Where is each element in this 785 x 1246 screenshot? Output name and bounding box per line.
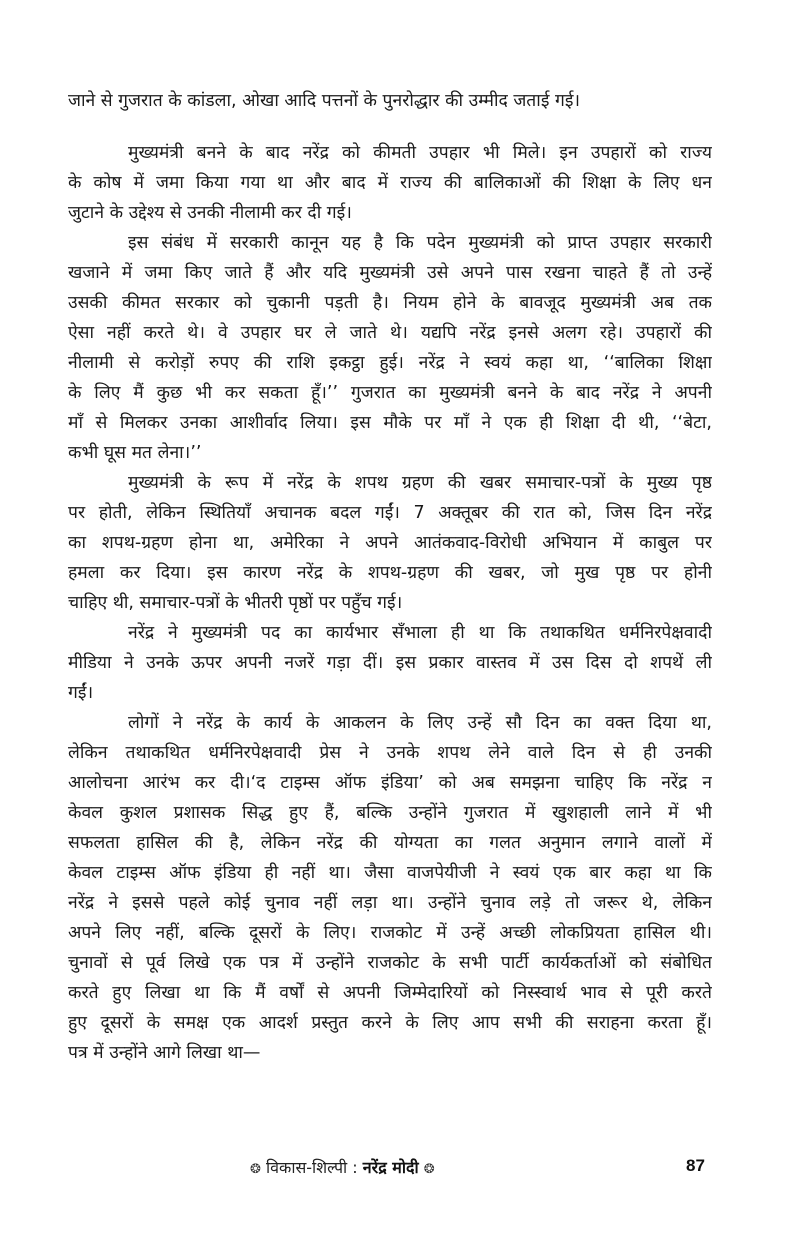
text-line: केवल टाइम्स ऑफ इंडिया ही नहीं था। जैसा वाजपेयीजी ने स्वयं एक बार कहा था कि (68, 863, 712, 883)
text-line: सफलता हासिल की है, लेकिन नरेंद्र की योग्यता का गलत अनुमान लगाने वालों में (68, 833, 712, 853)
paragraph (68, 618, 712, 708)
text-line: मीडिया ने उनके ऊपर अपनी नजरें गड़ा दीं। इस प्रकार वास्तव में उस दिस दो शपथें ली (68, 653, 712, 673)
author-name: नरेंद्र मोदी (362, 1158, 419, 1177)
paragraph (68, 708, 712, 1068)
text-line: हुए दूसरों के समक्ष एक आदर्श प्रस्तुत करने के लिए आप सभी की सराहना करता हूँ। (68, 1013, 712, 1033)
text-line: अपने लिए नहीं, बल्कि दूसरों के लिए। राजकोट में उन्हें अच्छी लोकप्रियता हासिल थी। (68, 923, 712, 943)
text-line: चाहिए थी, समाचार-पत्रों के भीतरी पृष्ठों पर पहुँच गई। (68, 593, 403, 613)
text-line: के लिए मैं कुछ भी कर सकता हूँ।’’ गुजरात का मुख्यमंत्री बनने के बाद नरेंद्र ने अपनी (68, 383, 712, 403)
text-line: लोगों ने नरेंद्र के कार्य के आकलन के लिए उन्हें सौ दिन का वक्त दिया था, (128, 713, 712, 733)
text-line: पत्र में उन्होंने आगे लिखा था— (68, 1043, 261, 1063)
text-line: के कोष में जमा किया गया था और बाद में राज्य की बालिकाओं की शिक्षा के लिए धन (68, 173, 712, 193)
body-text (68, 86, 712, 1068)
book-title: विकास-शिल्पी : (266, 1158, 358, 1177)
text-line: गईं। (68, 683, 94, 703)
text-line: लेकिन तथाकथित धर्मनिरपेक्षवादी प्रेस ने उनके शपथ लेने वाले दिन से ही उनकी (68, 743, 712, 763)
running-footer (250, 1156, 435, 1178)
paragraph (68, 86, 712, 116)
text-line: जुटाने के उद्देश्य से उनकी नीलामी कर दी गई। (68, 203, 352, 223)
text-line: मुख्यमंत्री बनने के बाद नरेंद्र को कीमती उपहार भी मिले। इन उपहारों को राज्य (128, 143, 712, 163)
text-line: उसकी कीमत सरकार को चुकानी पड़ती है। नियम होने के बावजूद मुख्यमंत्री अब तक (68, 293, 712, 313)
paragraph (68, 468, 712, 618)
paragraph (68, 228, 712, 468)
text-line: का शपथ-ग्रहण होना था, अमेरिका ने अपने आतंकवाद-विरोधी अभियान में काबुल पर (68, 533, 712, 553)
text-line: चुनावों से पूर्व लिखे एक पत्र में उन्होंने राजकोट के सभी पार्टी कार्यकर्ताओं को संबोधित (68, 953, 712, 973)
text-line: नरेंद्र ने इससे पहले कोई चुनाव नहीं लड़ा था। उन्होंने चुनाव लड़े तो जरूर थे, लेकिन (68, 893, 712, 913)
text-line: पर होती, लेकिन स्थितियाँ अचानक बदल गईं। 7 अक्तूबर की रात को, जिस दिन नरेंद्र (68, 503, 712, 523)
text-line: नरेंद्र ने मुख्यमंत्री पद का कार्यभार सँभाला ही था कि तथाकथित धर्मनिरपेक्षवादी (128, 623, 712, 643)
text-line: ऐसा नहीं करते थे। वे उपहार घर ले जाते थे। यद्यपि नरेंद्र इनसे अलग रहे। उपहारों की (68, 323, 712, 343)
text-line: मुख्यमंत्री के रूप में नरेंद्र के शपथ ग्रहण की खबर समाचार-पत्रों के मुख्य पृष्ठ (128, 473, 712, 493)
text-line: माँ से मिलकर उनका आशीर्वाद लिया। इस मौके पर माँ ने एक ही शिक्षा दी थी, ‘‘बेटा, (68, 413, 712, 433)
text-line: इस संबंध में सरकारी कानून यह है कि पदेन मुख्यमंत्री को प्राप्त उपहार सरकारी (128, 233, 712, 253)
text-line: आलोचना आरंभ कर दी।‘द टाइम्स ऑफ इंडिया’ को अब समझना चाहिए कि नरेंद्र न (68, 773, 712, 793)
text-line: केवल कुशल प्रशासक सिद्ध हुए हैं, बल्कि उन्होंने गुजरात में खुशहाली लाने में भी (68, 803, 712, 823)
paragraph (68, 138, 712, 228)
ornament-icon: ❂ (423, 1162, 435, 1177)
ornament-icon: ❂ (250, 1162, 261, 1177)
text-line: हमला कर दिया। इस कारण नरेंद्र के शपथ-ग्रहण की खबर, जो मुख पृष्ठ पर होनी (68, 563, 712, 583)
page-number: 87 (686, 1156, 705, 1175)
text-line: कभी घूस मत लेना।’’ (68, 443, 202, 463)
page-footer (0, 1156, 785, 1186)
paragraph-gap (68, 116, 712, 138)
text-line: खजाने में जमा किए जाते हैं और यदि मुख्यमंत्री उसे अपने पास रखना चाहते हैं तो उन्हें (68, 263, 712, 283)
text-line: जाने से गुजरात के कांडला, ओखा आदि पत्तनों के पुनरोद्धार की उम्मीद जताई गई। (68, 91, 581, 111)
text-line: करते हुए लिखा था कि मैं वर्षों से अपनी जिम्मेदारियों को निस्स्वार्थ भाव से पूरी करते (68, 983, 712, 1003)
text-line: नीलामी से करोड़ों रुपए की राशि इकट्ठा हुई। नरेंद्र ने स्वयं कहा था, ‘‘बालिका शिक्षा (68, 353, 712, 373)
